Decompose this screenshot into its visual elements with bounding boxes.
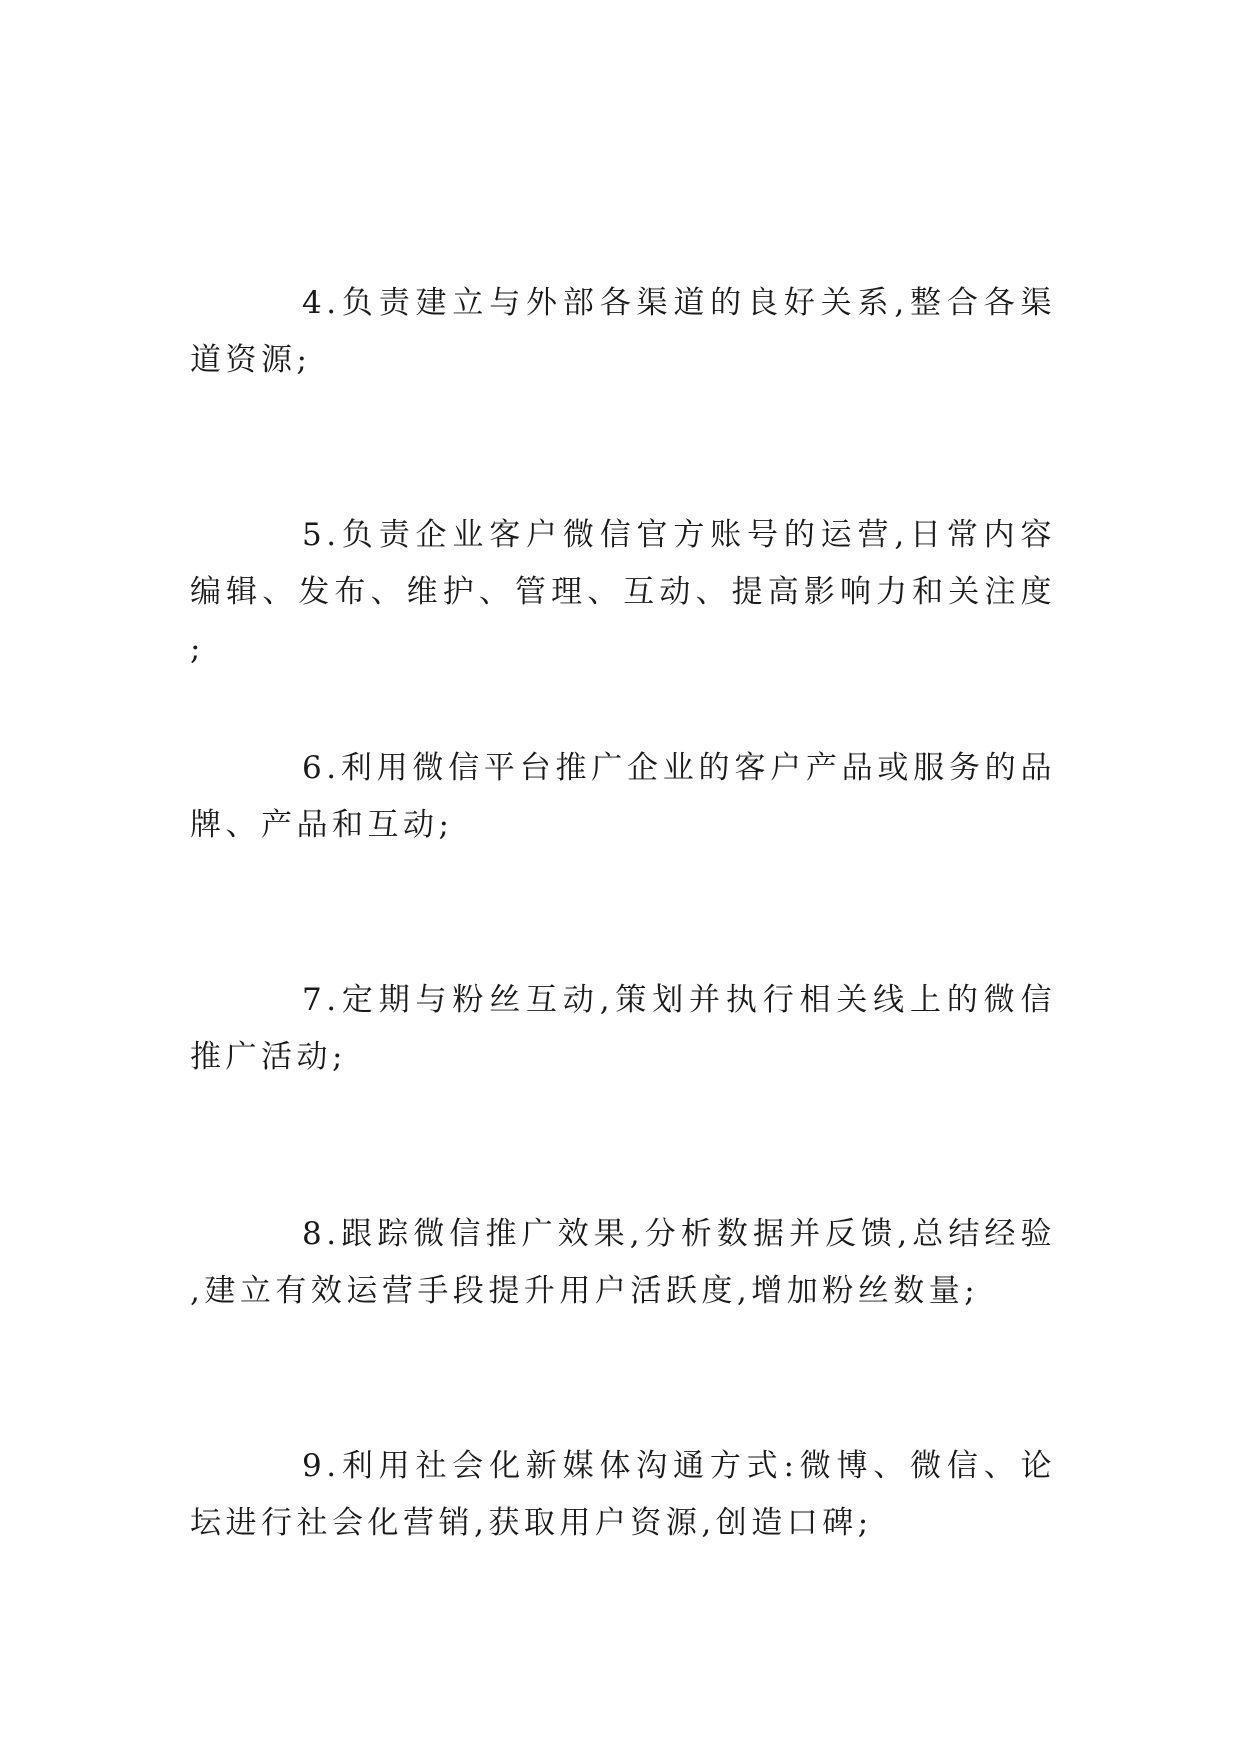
paragraph-item-8: 8.跟踪微信推广效果,分析数据并反馈,总结经验,建立有效运营手段提升用户活跃度,增加粉丝数量; xyxy=(190,1216,1056,1309)
paragraph-item-9: 9.利用社会化新媒体沟通方式:微博、微信、论坛进行社会化营销,获取用户资源,创造口碑; xyxy=(190,1448,1056,1541)
paragraph-item-5: 5.负责企业客户微信官方账号的运营,日常内容编辑、发布、维护、管理、互动、提高影响力和关注度; xyxy=(190,517,1056,667)
paragraph-item-6: 6.利用微信平台推广企业的客户产品或服务的品牌、产品和互动; xyxy=(190,750,1056,843)
paragraph-item-7: 7.定期与粉丝互动,策划并执行相关线上的微信推广活动; xyxy=(190,982,1056,1075)
paragraph-item-4: 4.负责建立与外部各渠道的良好关系,整合各渠道资源; xyxy=(190,285,1056,378)
